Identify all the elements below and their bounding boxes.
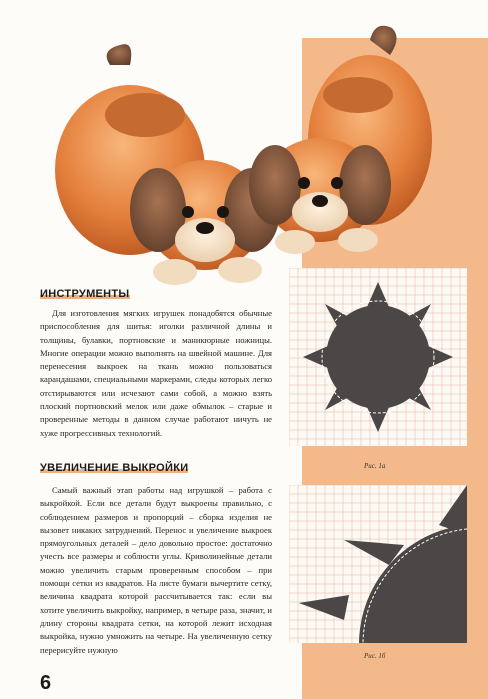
figure-1b <box>289 485 467 643</box>
left-slipper <box>55 44 280 285</box>
sun-pattern-enlarged <box>289 485 467 643</box>
sun-shape <box>303 282 453 432</box>
section-text-pattern <box>40 484 272 657</box>
figure-1a-caption: Рис. 1а <box>364 462 386 470</box>
section-heading-pattern: УВЕЛИЧЕНИЕ ВЫКРОЙКИ <box>40 462 189 474</box>
figure-1b-caption: Рис. 1б <box>364 652 386 660</box>
right-slipper <box>249 26 432 254</box>
slippers-photo <box>40 20 440 290</box>
paragraph: Для изготовления мягких игрушек понадобятся обычные приспособления для шитья: иголки различной длины и толщины, булавки, портновские и маникюрные ножницы. Многие операции можно выполнять на швейной машине. Для перенесения выкроек на ткань можно пользоваться карандашами, специальными маркерами, следы которых легко отстирываются или исчезают сами собой, а можно взять плоский портновский мелок или даже обмылок – старые и проверенные методы в данном случае работают ничуть не хуже прогрессивных технологий. <box>40 308 272 438</box>
sun-pattern-small <box>289 268 467 446</box>
section-text-tools <box>40 307 272 440</box>
section-heading-tools: ИНСТРУМЕНТЫ <box>40 288 130 300</box>
paragraph: Самый важный этап работы над игрушкой – работа с выкройкой. Если все детали будут выкроены правильно, с соблюдением размеров и пропорций – сборка изделия не вызовет никаких затруднений. Перенос и увеличение выкроек прямоугольных деталей – дело довольно простое: достаточно учесть все размеры и соблюсти углы. Криволинейные детали можно увеличить старым проверенным способом – при помощи сетки из квадратов. На листе бумаги вычертите сетку, величина квадрата которой рассчитывается так: если вы хотите увеличить выкройку, например, в четыре раза, значит, и длину стороны квадрата сетки, на которой лежит исходная выкройка, нужно умножить на четыре. На увеличенную сетку перерисуйте нужную <box>40 485 272 655</box>
figure-1a <box>289 268 467 446</box>
page-number: 6 <box>40 672 52 694</box>
